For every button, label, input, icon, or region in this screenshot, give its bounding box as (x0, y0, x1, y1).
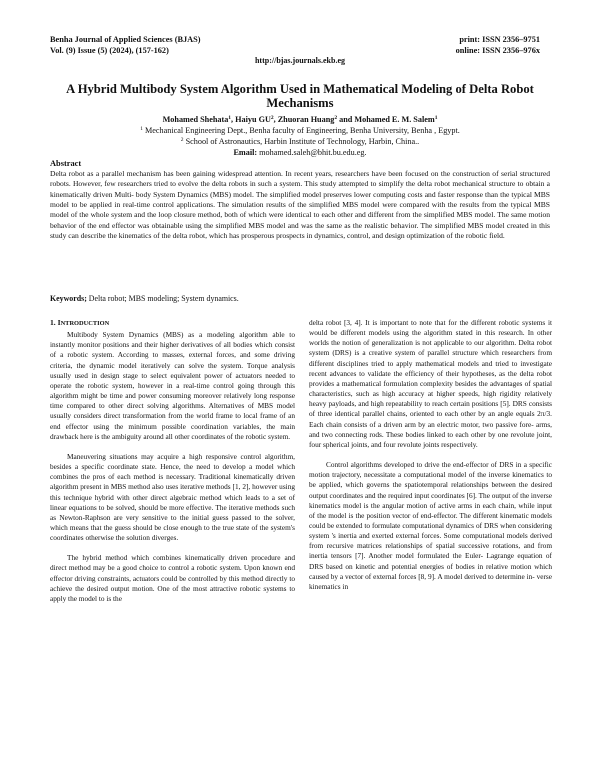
keywords-label: Keywords; (50, 294, 87, 303)
print-issn: print: ISSN 2356–9751 (459, 35, 540, 44)
author-list (60, 114, 540, 125)
body-paragraph: Multibody System Dynamics (MBS) as a modeling algorithm able to instantly monitor positions and their higher derivatives of all bodies which consist of a robotic system. According to masses, external forces, and some driving criteria, the dynamic model iteratively can solve the system. Torque analysis usually used in design stage to select equivalent power of actuators needed to operate the robotic system, however in a real-time control going through this algorithm might be time and power consuming moreover relatively long response time compared to other direct solving algorithms. Alternatives of MBS model usually considers direct transformation from the world frame to local frame of an end effector using the minimum possible coordination variables, the main drawback here is the ambiguity around all other coordinates of the robotic system. (50, 330, 295, 441)
author-separator: , (231, 115, 236, 124)
journal-name: Benha Journal of Applied Sciences (BJAS) (50, 35, 201, 44)
author-separator: and (337, 115, 355, 124)
affil-mark: 2 (180, 137, 184, 143)
author-affil-mark: 2 (334, 115, 338, 121)
author-separator: , (273, 115, 278, 124)
author-affil-mark: 2 (270, 115, 274, 121)
author-name: Mohamed E. M. Salem (354, 115, 435, 124)
body-paragraph: delta robot [3, 4]. It is important to note that for the different robotic systems it would be different models using the algorithm stated in this research. In other worlds the notion of generalization is not applicable to our algorithm. Delta robot system (DRS) is a creative system of parallel structure which researchers from different disciplines tried to apply mathematical models and tried to investigate recent advances to validate the efficiency of their hypotheses, as the delta robot provides a mathematical formulation complexity besides the advantages of spatial characteristics, such as high accuracy at higher speeds, high rigidity relatively heavy payloads, and high repeatability to reach certain positions [5]. DRS consists of three identical parallel chains, oriented to each other by an angle equals 2π/3. Each chain consists of a driven arm by an electric motor, two passive fore- arms, and two connecting rods. These bodies linked to each other by one revolute joint, four spherical joints, and four revolute joints respectively. (309, 318, 552, 449)
online-issn: online: ISSN 2356–976x (455, 46, 540, 55)
abstract-text: Delta robot as a parallel mechanism has been gaining widespread attention. In recent years, researchers have been focused on the construction of serial structured robots. However, few researchers tried to evolve the delta robots in such a system. This study attempted to simplify the delta robot mechanical structure to obtain a kinematically driven Multi- body System Dynamics (MBS) model. The simplified model preserves lower computing costs and faster response than the typical MBS model to be applied in real-time control applications. The simulation results of the simplified MBS model were compared with the results from the typical MBS model of the whole system and the loop closure method, both of which were identical to each other and different from the simplified MBS model. The same motion behavior of the end effector was obtainable using the simplified MBS model and was the same as the realistic behavior. The simplified MBS model created in this study can describe the kinematics of the delta robot, which has prosperous prospects in dynamics, control, and design optimization of the robotic field. (50, 169, 550, 241)
journal-volume: Vol. (9) Issue (5) (2024), (157-162) (50, 46, 169, 55)
affiliation-text: School of Astronautics, Harbin Institute of Technology, Harbin, China.. (183, 137, 420, 146)
body-paragraph: The hybrid method which combines kinematically driven procedure and direct method may be a good choice to control a robotic system. Upon known end effector driving constraints, actuators could be controlled by this method directly to achieve the desired output motion. One of the most attractive robotic systems to apply the model to is the (50, 553, 295, 603)
section-heading (50, 318, 295, 329)
section-title: NTRODUCTION (60, 320, 110, 327)
issn-info (456, 34, 540, 56)
body-paragraph: Control algorithms developed to drive the end-effector of DRS in a specific motion trajectory, necessitate a computational model of the inverse kinematics to be applied, which governs the spatiotemporal relationships between the desired output coordinates and the required input coordinates [6]. The output of the inverse kinematics model is the angular motion of active arms in each chain, while input of the model is the position vector of end-effector. The different kinematic models could be extended to formulate computational dynamics of DRS when considering system 's inertia and exerted external forces. Some computational models derived from recursive matrices relationships of spatial successive rotations, and from inertia tensors [7]. Another model formulated the Euler- Lagrange equation of DRS based on kinetic and potential energies of bodies in relative motion which caused by a vector of external forces [8, 9]. A model derived to determine in- verse kinematics in (309, 460, 552, 591)
author-name: Haiyu GU (235, 115, 271, 124)
affiliation (60, 125, 540, 136)
journal-info (50, 34, 201, 56)
section-number: 1. I (50, 318, 61, 327)
abstract-heading: Abstract (50, 159, 82, 168)
journal-url[interactable]: http://bjas.journals.ekb.eg (254, 56, 345, 65)
author-affil-mark: 1 (228, 115, 232, 121)
right-column (309, 318, 552, 602)
author-name: Mohamed Shehata (162, 115, 229, 124)
paper-title: A Hybrid Multibody System Algorithm Used in Mathematical Modeling of Delta Robot Mechanisms (66, 82, 534, 110)
author-name: Zhuoran Huang (277, 115, 335, 124)
left-column (50, 318, 295, 614)
affil-mark: 1 (140, 126, 143, 132)
body-paragraph: Maneuvering situations may acquire a high responsive control algorithm, besides a specific coordinate state. Hence, the need to develop a model which combines the pros of each method is necessary. Traditional kinematically driven algorithm present in MBS method also uses iterative methods [1, 2], however using this technique hybrid with other direct algebraic method which leads to a set of linear equations to be solved, should be more effective. The iterative methods such as Newton-Raphson are very sensitive to the initial guess passed to the solver, which means that the guess should be close enough to the true state of the system's coordinates otherwise the solution diverges. (50, 451, 295, 543)
author-affil-mark: 1 (434, 115, 438, 121)
keywords-text: Delta robot; MBS modeling; System dynamics. (86, 294, 239, 303)
email-label: Email: (233, 148, 258, 157)
author-block (60, 114, 540, 158)
keywords-line (50, 294, 239, 303)
affiliation (60, 136, 540, 147)
affiliation-text: Mechanical Engineering Dept., Benha faculty of Engineering, Benha University, Benha , Egypt. (142, 126, 460, 135)
email-address[interactable]: mohamed.saleh@bhit.bu.edu.eg. (257, 148, 367, 157)
email-line (60, 147, 540, 158)
